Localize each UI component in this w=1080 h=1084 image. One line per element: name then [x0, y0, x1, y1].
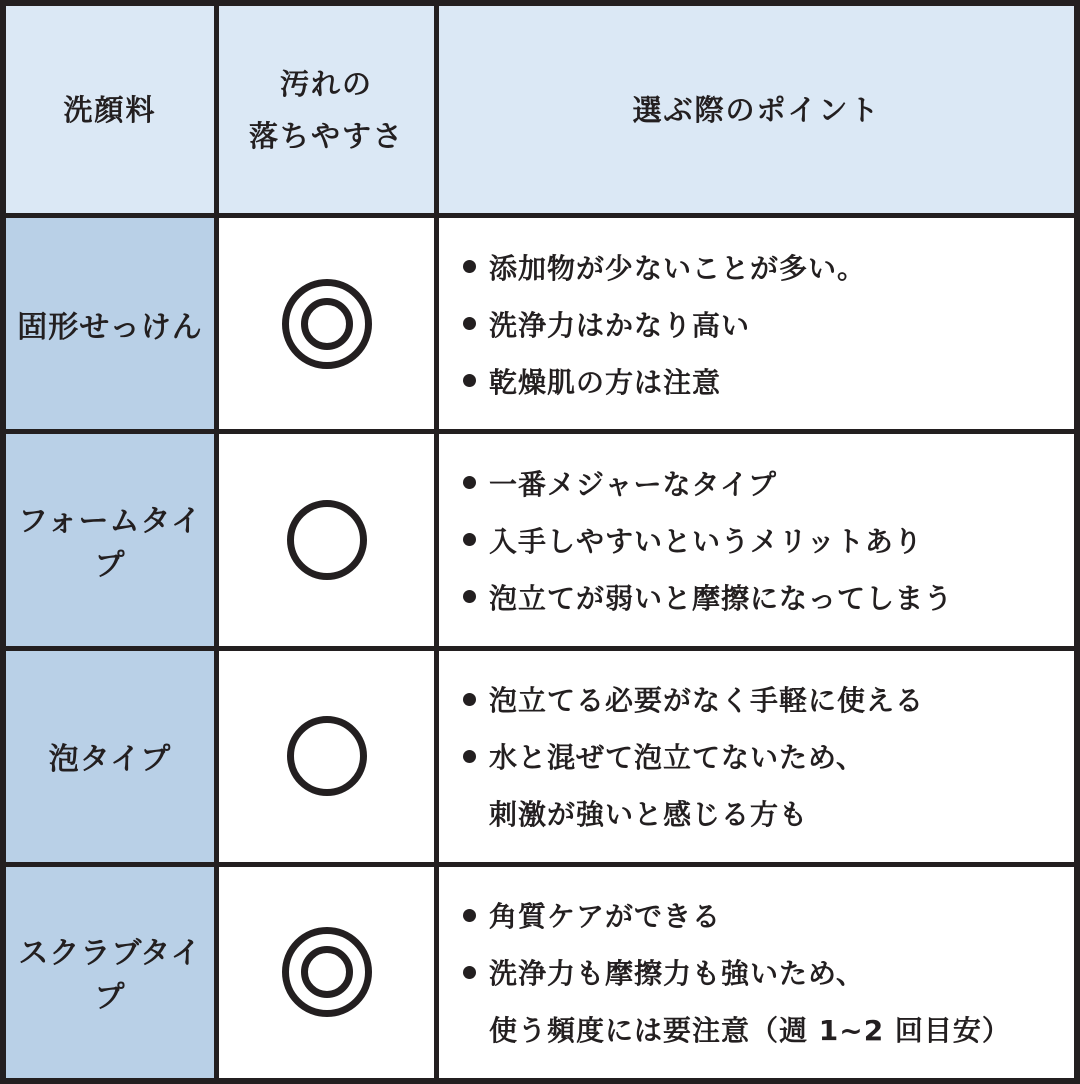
points-cell	[439, 218, 1074, 429]
point-text: 洗浄力はかなり高い	[489, 308, 751, 342]
header-cleaning-line2: 落ちやすさ	[248, 118, 404, 153]
rating-cell	[219, 867, 434, 1078]
header-cleaning-line1: 汚れの	[279, 66, 373, 101]
row-label-bubble-type	[6, 651, 214, 862]
point-line	[463, 238, 866, 295]
rating-cell	[219, 434, 434, 645]
circle-rating-icon	[287, 500, 367, 580]
bullet-icon	[463, 590, 476, 603]
point-line	[463, 671, 924, 728]
bullet-icon	[463, 909, 476, 922]
header-cell-cleaning-power	[219, 6, 434, 213]
points-cell	[439, 434, 1074, 645]
point-text: 角質ケアができる	[489, 900, 722, 934]
row-label-foam-type	[6, 434, 214, 645]
row-label-text: 泡タイプ	[48, 742, 172, 778]
row-label-solid-soap	[6, 218, 214, 429]
header-cell-product	[6, 6, 214, 213]
header-product-label: 洗顔料	[63, 92, 157, 127]
bullet-icon	[463, 476, 476, 489]
row-label-scrub-type	[6, 867, 214, 1078]
points-cell	[439, 867, 1074, 1078]
point-text: 一番メジャーなタイプ	[489, 467, 778, 501]
point-text: 水と混ぜて泡立てないため、	[489, 741, 865, 775]
bullet-icon	[463, 966, 476, 979]
point-line	[463, 511, 923, 568]
bullet-icon	[463, 260, 476, 273]
point-line	[463, 352, 721, 409]
point-text: 使う頻度には要注意（週 1~2 回目安）	[489, 1014, 1011, 1048]
point-text: 添加物が少ないことが多い。	[489, 251, 867, 285]
double-circle-rating-icon	[282, 279, 372, 369]
circle-rating-icon	[287, 716, 367, 796]
rating-cell	[219, 218, 434, 429]
bullet-icon	[463, 533, 476, 546]
row-label-text: フォームタイプ	[18, 503, 202, 583]
row-label-text: 固形せっけん	[17, 309, 203, 345]
point-line	[463, 944, 865, 1001]
header-points-label: 選ぶ際のポイント	[632, 92, 881, 127]
point-line	[463, 454, 777, 511]
point-text: 入手しやすいというメリットあり	[489, 524, 923, 558]
point-line	[463, 728, 865, 785]
point-text: 泡立てる必要がなく手軽に使える	[489, 684, 925, 718]
header-cell-points	[439, 6, 1074, 213]
point-line	[463, 887, 721, 944]
bullet-icon	[463, 693, 476, 706]
point-line	[463, 295, 750, 352]
row-label-text: スクラブタイプ	[18, 936, 202, 1016]
bullet-icon	[463, 750, 476, 763]
double-circle-rating-icon	[282, 927, 372, 1017]
rating-cell	[219, 651, 434, 862]
point-line-continuation	[463, 1001, 1011, 1058]
point-text: 洗浄力も摩擦力も強いため、	[489, 957, 865, 991]
point-line-continuation	[463, 785, 808, 842]
bullet-icon	[463, 374, 476, 387]
point-line	[463, 568, 953, 625]
points-cell	[439, 651, 1074, 862]
point-text: 刺激が強いと感じる方も	[489, 798, 809, 832]
point-text: 泡立てが弱いと摩擦になってしまう	[489, 581, 954, 615]
point-text: 乾燥肌の方は注意	[489, 365, 722, 399]
bullet-icon	[463, 317, 476, 330]
